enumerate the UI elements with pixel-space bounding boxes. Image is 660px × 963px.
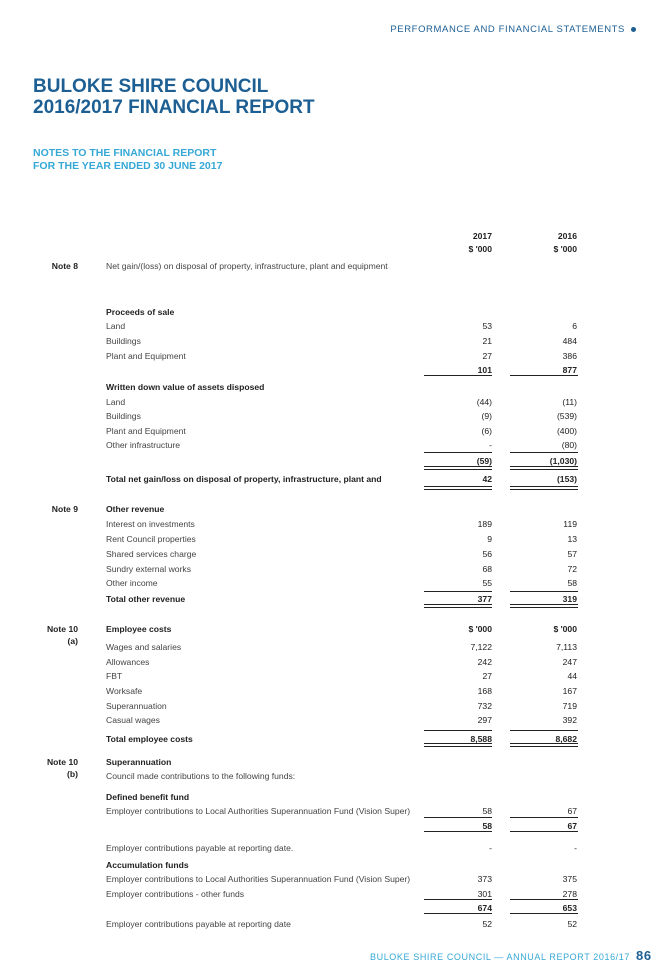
value-2017: (44) [476,397,492,407]
value-2017: 674 [477,903,492,913]
value-2017: - [489,843,492,853]
value-2017: (59) [476,456,492,466]
row-label: Plant and Equipment [106,351,186,361]
row-label: FBT [106,671,123,681]
table-row [0,563,660,575]
total-rule [510,486,578,487]
value-2017: 168 [477,686,492,696]
value-2016: 8,682 [555,734,577,744]
total-rule [510,591,578,592]
row-label: Wages and salaries [106,642,182,652]
value-2017: $ '000 [468,624,492,634]
report-title-line2: 2016/2017 FINANCIAL REPORT [33,97,315,118]
value-2017: 42 [482,474,492,484]
value-2016: 167 [562,686,577,696]
total-rule [424,899,492,900]
total-rule [424,913,492,914]
table-row [0,623,660,646]
total-rule [510,913,578,914]
table-row [0,770,660,782]
table-row [0,859,660,871]
total-rule [510,469,578,470]
total-rule [510,817,578,818]
total-rule [424,604,492,605]
value-2017: (6) [481,426,492,436]
value-2016: 44 [567,671,577,681]
table-row [0,260,660,272]
table-row [0,805,660,817]
value-2016: 57 [567,549,577,559]
value-2017: 732 [477,701,492,711]
column-unit-2016: $ '000 [553,244,577,254]
table-row [0,700,660,712]
total-rule [510,375,578,376]
total-rule [510,746,578,747]
total-rule [424,375,492,376]
value-2016: 319 [562,594,577,604]
value-2017: 301 [477,889,492,899]
total-rule [424,469,492,470]
total-rule [424,607,492,608]
value-2016: 877 [562,365,577,375]
table-row [0,473,660,485]
total-rule [424,452,492,453]
table-row [0,577,660,589]
report-title-line1: BULOKE SHIRE COUNCIL [33,76,269,97]
row-label: Interest on investments [106,519,195,529]
row-label: Superannuation [106,701,167,711]
row-label: Employer contributions payable at reporting date [106,919,291,929]
row-label: Net gain/(loss) on disposal of property, infrastructure, plant and equipment [106,261,388,271]
report-title [33,76,315,118]
row-label: Employee costs [106,624,172,634]
row-label: Total other revenue [106,594,186,604]
value-2016: 72 [567,564,577,574]
table-row [0,335,660,347]
value-2016: 484 [562,336,577,346]
value-2016: (80) [561,440,577,450]
row-label: Allowances [106,657,150,667]
table-row [0,656,660,668]
value-2016: (153) [556,474,577,484]
value-2016: 375 [562,874,577,884]
table-row [0,641,660,653]
row-label: Council made contributions to the following funds: [106,771,296,781]
report-subtitle-line1: NOTES TO THE FINANCIAL REPORT [33,147,217,159]
table-row [0,306,660,318]
row-label: Shared services charge [106,549,197,559]
total-rule [510,730,578,731]
value-2017: 52 [482,919,492,929]
table-row [0,873,660,885]
report-subtitle [33,147,222,172]
row-label: Employer contributions - other funds [106,889,245,899]
total-rule [424,730,492,731]
total-rule [510,604,578,605]
note-number: Note 9 [51,504,78,514]
value-2016: 386 [562,351,577,361]
table-row [0,670,660,682]
total-rule [424,489,492,490]
total-rule [510,489,578,490]
row-label: Employer contributions to Local Authorities Superannuation Fund (Vision Super) [106,806,411,816]
row-label: Employer contributions payable at reporting date. [106,843,294,853]
total-rule [510,466,578,467]
value-2017: 68 [482,564,492,574]
value-2017: 242 [477,657,492,667]
value-2017: 55 [482,578,492,588]
value-2017: 7,122 [470,642,492,652]
table-row [0,518,660,530]
row-label: Land [106,397,126,407]
column-header-2017: 2017 [472,231,492,241]
value-2016: 392 [562,715,577,725]
row-label: Sundry external works [106,564,192,574]
bullet-dot-icon [631,27,636,32]
value-2017: 9 [487,534,492,544]
value-2016: 119 [563,519,577,529]
section-header-text: PERFORMANCE AND FINANCIAL STATEMENTS [390,24,625,35]
value-2017: 58 [482,806,492,816]
row-label: Employer contributions to Local Authorities Superannuation Fund (Vision Super) [106,874,411,884]
total-rule [424,466,492,467]
value-2017: 189 [477,519,492,529]
value-2016: 6 [572,321,577,331]
value-2017: 297 [477,715,492,725]
row-label: Proceeds of sale [106,307,175,317]
row-label: Land [106,321,126,331]
row-label: Buildings [106,411,141,421]
table-row [0,791,660,803]
note-number: Note 10 (a) [46,624,78,646]
value-2016: 7,113 [556,642,577,652]
total-rule [424,743,492,744]
row-label: Total net gain/loss on disposal of property, infrastructure, plant and [106,474,382,484]
value-2017: 56 [482,549,492,559]
note-number: Note 10 (b) [46,757,78,779]
total-rule [510,831,578,832]
value-2017: 27 [482,671,492,681]
value-2016: 247 [562,657,577,667]
total-rule [424,486,492,487]
value-2017: 101 [477,365,492,375]
total-rule [510,899,578,900]
row-label: Worksafe [106,686,143,696]
row-label: Written down value of assets disposed [106,382,265,392]
total-rule [424,591,492,592]
page-number: 86 [635,948,652,963]
row-label: Plant and Equipment [106,426,186,436]
table-row [0,350,660,362]
value-2017: 8,588 [470,734,492,744]
table-row [0,320,660,332]
value-2016: (1,030) [549,456,577,466]
report-subtitle-line2: FOR THE YEAR ENDED 30 JUNE 2017 [33,159,223,172]
value-2016: $ '000 [553,624,577,634]
section-header [390,24,636,35]
value-2017: 377 [477,594,492,604]
table-row [0,918,660,930]
value-2016: 67 [567,821,577,831]
row-label: Buildings [106,336,141,346]
table-row [0,842,660,854]
total-rule [510,743,578,744]
value-2016: (400) [556,426,577,436]
value-2017: 27 [482,351,492,361]
value-2016: (11) [562,397,577,407]
total-rule [424,817,492,818]
row-label: Defined benefit fund [106,792,190,802]
row-label: Casual wages [106,715,160,725]
value-2016: 719 [562,701,577,711]
total-rule [424,746,492,747]
value-2016: (539) [556,411,577,421]
value-2016: 13 [567,534,577,544]
row-label: Rent Council properties [106,534,196,544]
value-2017: 21 [482,336,492,346]
column-header-2016: 2016 [557,231,577,241]
value-2017: 373 [477,874,492,884]
value-2016: - [574,843,577,853]
table-row [0,425,660,437]
table-row [0,503,660,515]
table-row [0,439,660,451]
value-2016: 52 [567,919,577,929]
row-label: Other income [106,578,158,588]
value-2017: - [489,440,492,450]
footer-text: BULOKE SHIRE COUNCIL — ANNUAL REPORT 2016/17 [370,952,630,962]
total-rule [424,831,492,832]
value-2017: 53 [482,321,492,331]
note-number: Note 8 [51,261,78,271]
table-row [0,410,660,422]
value-2017: (9) [481,411,492,421]
row-label: Other revenue [106,504,165,514]
total-rule [510,607,578,608]
value-2016: 278 [562,889,577,899]
total-rule [510,452,578,453]
table-row [0,533,660,545]
table-row [0,685,660,697]
table-row [0,396,660,408]
row-label: Accumulation funds [106,860,189,870]
row-label: Other infrastructure [106,440,181,450]
page-footer [370,948,652,963]
value-2016: 58 [567,578,577,588]
value-2016: 67 [567,806,577,816]
value-2016: 653 [562,903,577,913]
value-2017: 58 [482,821,492,831]
row-label: Total employee costs [106,734,193,744]
table-row [0,548,660,560]
table-row [0,714,660,726]
column-unit-2017: $ '000 [468,244,492,254]
row-label: Superannuation [106,757,172,767]
table-row [0,381,660,393]
